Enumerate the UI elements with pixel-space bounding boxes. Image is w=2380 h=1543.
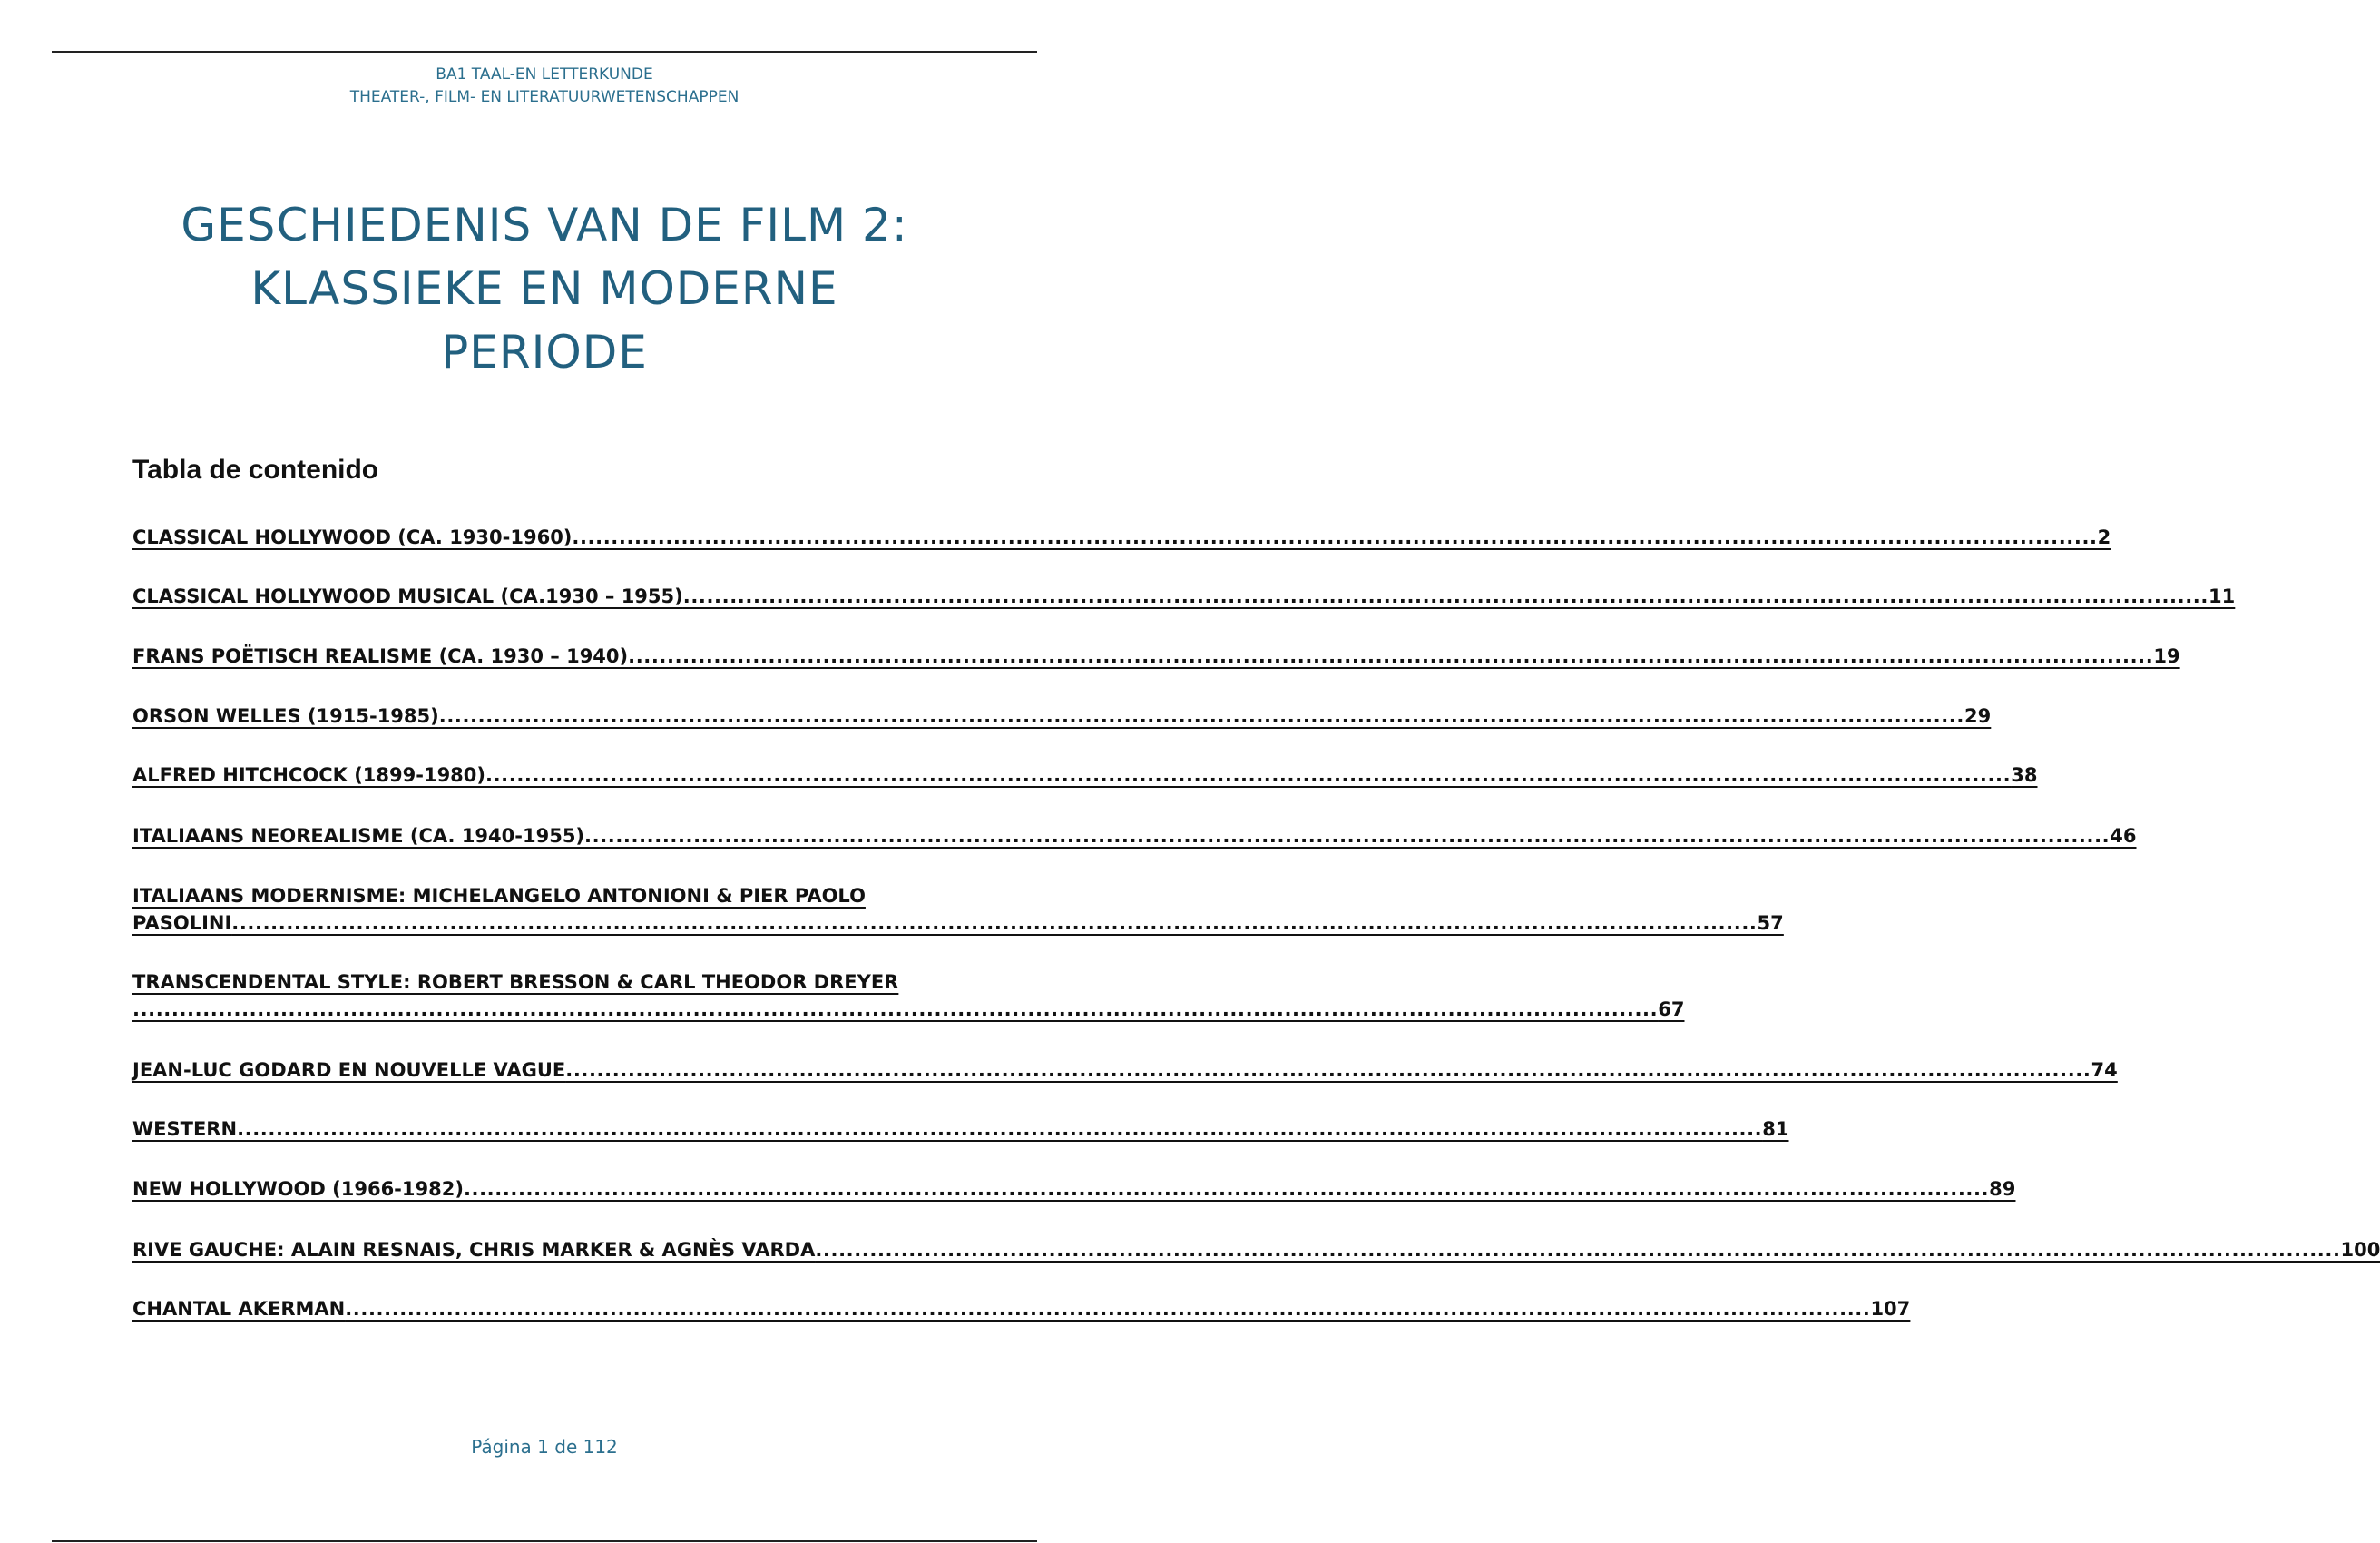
toc-entry[interactable]	[132, 762, 2038, 788]
header-line-2: THEATER-, FILM- EN LITERATUURWETENSCHAPPEN	[349, 88, 739, 106]
bottom-rule	[52, 1540, 1037, 1542]
toc-entry[interactable]	[132, 1176, 2016, 1202]
toc-entry-page: 38	[2011, 764, 2038, 786]
toc-entry[interactable]	[132, 1116, 1789, 1142]
toc-entry-title: PASOLINI	[132, 912, 232, 934]
header-line-1: BA1 TAAL-EN LETTERKUNDE	[436, 65, 653, 84]
toc-entry[interactable]	[132, 883, 1784, 936]
page-header	[0, 64, 1089, 109]
toc-heading: Tabla de contenido	[132, 455, 379, 485]
toc-entry[interactable]	[132, 584, 2236, 609]
document-title	[91, 193, 998, 384]
toc-entry-page: 100	[2340, 1239, 2380, 1261]
toc-entry[interactable]	[132, 644, 2180, 669]
toc-entry[interactable]	[132, 823, 2137, 849]
toc-leader-dots: ....................................................................................................................................................................................................	[815, 1239, 2341, 1261]
toc-entry-page: 67	[1658, 998, 1685, 1020]
top-rule	[52, 51, 1037, 53]
title-line-3: PERIODE	[441, 326, 648, 378]
toc-entry[interactable]	[132, 1057, 2118, 1083]
toc-entry-title: CLASSICAL HOLLYWOOD (CA. 1930-1960)	[132, 526, 573, 548]
toc-entry[interactable]	[132, 525, 2111, 550]
toc-entry-title: CLASSICAL HOLLYWOOD MUSICAL (CA.1930 – 1955)	[132, 585, 683, 607]
toc-entry-page: 107	[1870, 1298, 1911, 1320]
toc-entry-page: 2	[2097, 526, 2111, 548]
toc-entry-page: 11	[2208, 585, 2236, 607]
toc-leader-dots: ....................................................................................................................................................................................................	[231, 912, 1758, 934]
toc-entry-page: 19	[2153, 645, 2180, 667]
title-line-1: GESCHIEDENIS VAN DE FILM 2:	[181, 199, 908, 251]
toc-entry-page: 57	[1757, 912, 1784, 934]
toc-entry[interactable]	[132, 969, 1685, 1022]
toc-entry-title: ALFRED HITCHCOCK (1899-1980)	[132, 764, 486, 786]
toc-leader-dots: ....................................................................................................................................................................................................	[485, 764, 2012, 786]
toc-leader-dots: ....................................................................................................................................................................................................	[237, 1118, 1763, 1140]
toc-entry-title: RIVE GAUCHE: ALAIN RESNAIS, CHRIS MARKER & AGNÈS VARDA	[132, 1239, 816, 1261]
toc-leader-dots: ....................................................................................................................................................................................................	[682, 585, 2209, 607]
toc-entry-page: 46	[2110, 825, 2137, 847]
toc-entry-title: FRANS POËTISCH REALISME (CA. 1930 – 1940)	[132, 645, 629, 667]
toc-entry-page: 89	[1989, 1178, 2016, 1200]
toc-entry-title-first-line: TRANSCENDENTAL STYLE: ROBERT BRESSON & CARL THEODOR DREYER	[132, 971, 899, 993]
toc-leader-dots: ....................................................................................................................................................................................................	[584, 825, 2111, 847]
toc-leader-dots: ....................................................................................................................................................................................................	[565, 1059, 2091, 1081]
toc-leader-dots: ....................................................................................................................................................................................................	[628, 645, 2154, 667]
toc-entry[interactable]	[132, 1296, 1911, 1322]
toc-entry-title-first-line: ITALIAANS MODERNISME: MICHELANGELO ANTONIONI & PIER PAOLO	[132, 885, 866, 907]
toc-entry[interactable]	[132, 703, 1992, 729]
toc-leader-dots: ....................................................................................................................................................................................................	[132, 998, 1659, 1020]
page-number-label: Página 1 de 112	[471, 1436, 618, 1458]
page-footer	[0, 1434, 1089, 1459]
toc-entry-title: NEW HOLLYWOOD (1966-1982)	[132, 1178, 464, 1200]
toc-entry-page: 74	[2091, 1059, 2118, 1081]
toc-leader-dots: ....................................................................................................................................................................................................	[438, 705, 1964, 727]
toc-entry-title: JEAN-LUC GODARD EN NOUVELLE VAGUE	[132, 1059, 566, 1081]
toc-entry-title: ORSON WELLES (1915-1985)	[132, 705, 439, 727]
title-line-2: KLASSIEKE EN MODERNE	[250, 262, 838, 315]
toc-entry-page: 29	[1964, 705, 1992, 727]
toc-leader-dots: ....................................................................................................................................................................................................	[572, 526, 2098, 548]
toc-entry-title: ITALIAANS NEOREALISME (CA. 1940-1955)	[132, 825, 585, 847]
toc-entry-title: CHANTAL AKERMAN	[132, 1298, 346, 1320]
toc-leader-dots: ....................................................................................................................................................................................................	[463, 1178, 1990, 1200]
toc-entry[interactable]	[132, 1237, 2380, 1263]
toc-entry-title: WESTERN	[132, 1118, 238, 1140]
toc-leader-dots: ....................................................................................................................................................................................................	[345, 1298, 1871, 1320]
toc-entry-page: 81	[1762, 1118, 1789, 1140]
